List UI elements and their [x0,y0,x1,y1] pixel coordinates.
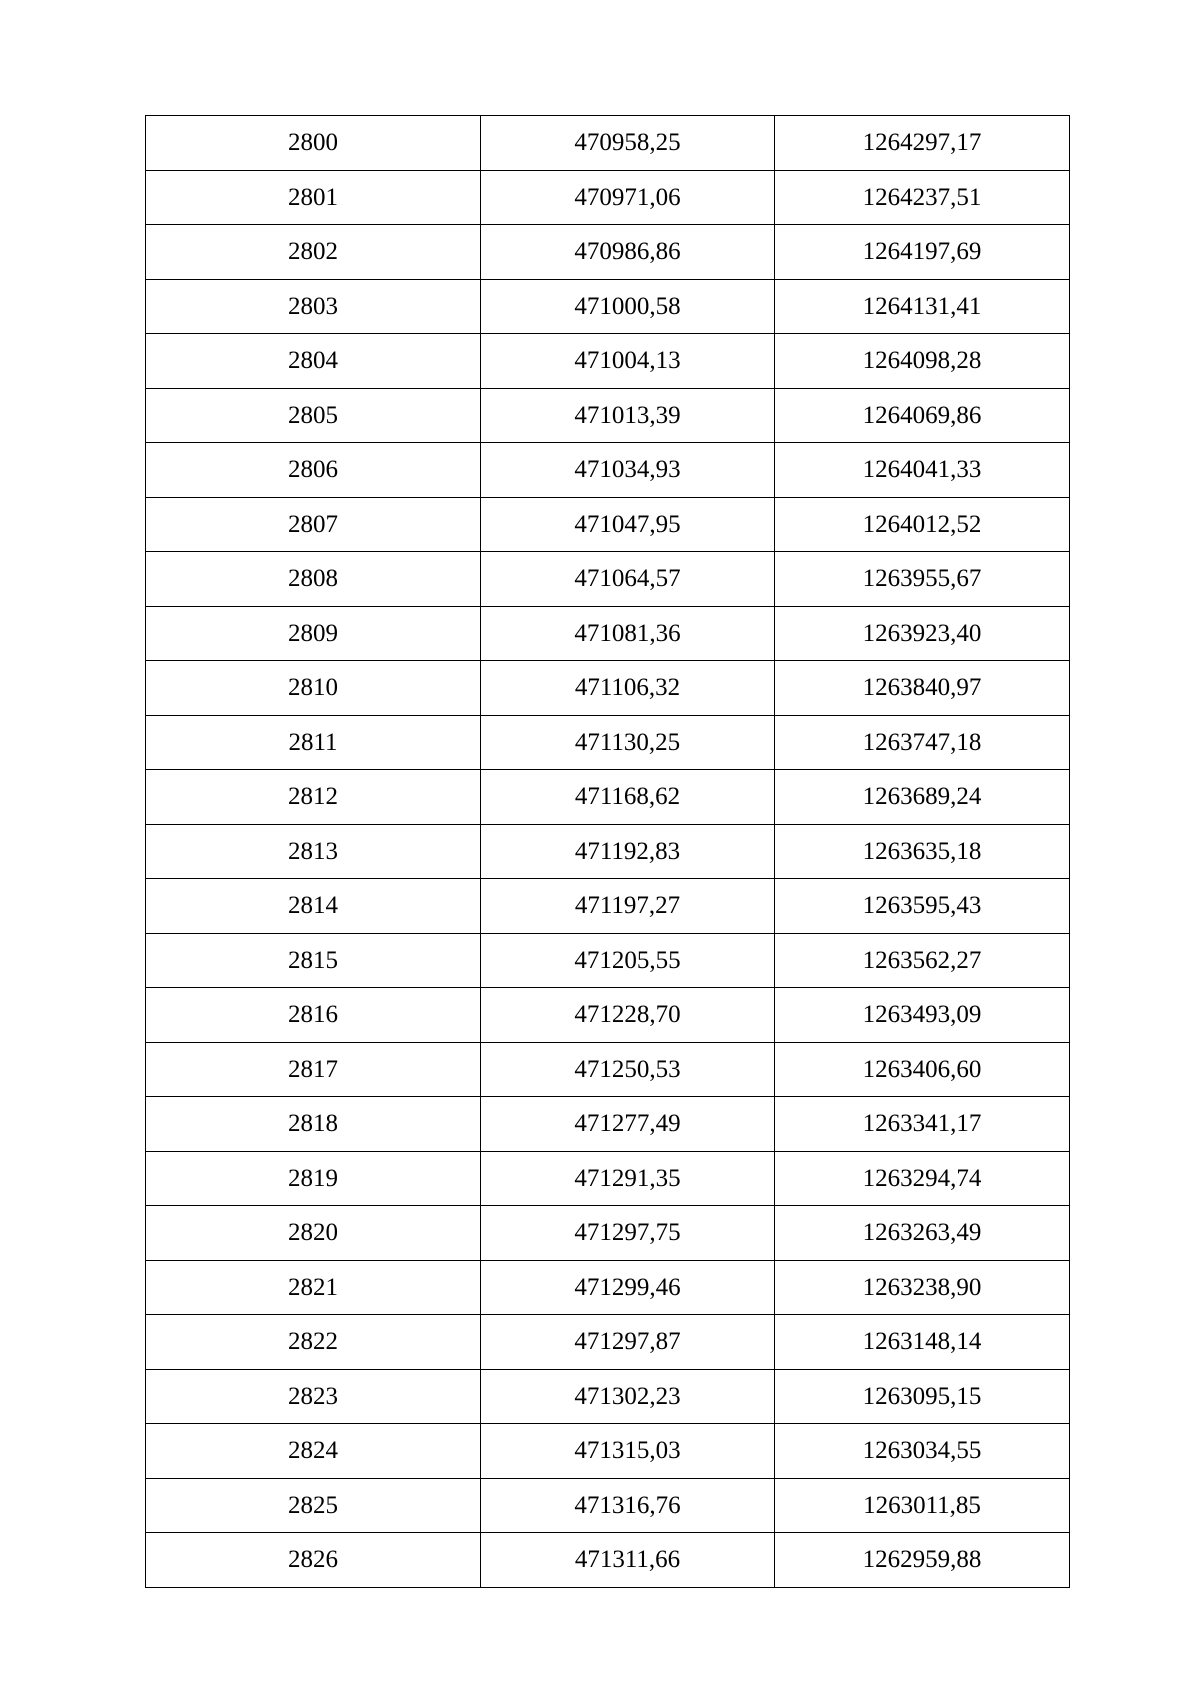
y-coordinate-cell: 1264069,86 [775,388,1070,443]
point-number-cell: 2818 [146,1097,481,1152]
x-coordinate-cell: 471277,49 [481,1097,775,1152]
x-coordinate-cell: 471034,93 [481,443,775,498]
table-row [146,225,1070,280]
y-coordinate-cell: 1263095,15 [775,1369,1070,1424]
table-row [146,661,1070,716]
point-number-cell: 2807 [146,497,481,552]
table-row [146,388,1070,443]
point-number-cell: 2823 [146,1369,481,1424]
x-coordinate-cell: 471299,46 [481,1260,775,1315]
point-number-cell: 2808 [146,552,481,607]
point-number-cell: 2809 [146,606,481,661]
x-coordinate-cell: 471064,57 [481,552,775,607]
y-coordinate-cell: 1264098,28 [775,334,1070,389]
y-coordinate-cell: 1263955,67 [775,552,1070,607]
y-coordinate-cell: 1263923,40 [775,606,1070,661]
table-row [146,1260,1070,1315]
point-number-cell: 2811 [146,715,481,770]
x-coordinate-cell: 471302,23 [481,1369,775,1424]
x-coordinate-cell: 471047,95 [481,497,775,552]
x-coordinate-cell: 471315,03 [481,1424,775,1479]
table-row [146,497,1070,552]
y-coordinate-cell: 1263034,55 [775,1424,1070,1479]
table-row [146,170,1070,225]
point-number-cell: 2816 [146,988,481,1043]
y-coordinate-cell: 1263840,97 [775,661,1070,716]
point-number-cell: 2805 [146,388,481,443]
coordinates-table [145,115,1070,1588]
table-row [146,1369,1070,1424]
table-row [146,606,1070,661]
point-number-cell: 2804 [146,334,481,389]
table-row [146,1042,1070,1097]
y-coordinate-cell: 1263011,85 [775,1478,1070,1533]
table-row [146,1151,1070,1206]
table-row [146,770,1070,825]
point-number-cell: 2803 [146,279,481,334]
y-coordinate-cell: 1264131,41 [775,279,1070,334]
y-coordinate-cell: 1263747,18 [775,715,1070,770]
table-row [146,1206,1070,1261]
y-coordinate-cell: 1263294,74 [775,1151,1070,1206]
y-coordinate-cell: 1264237,51 [775,170,1070,225]
table-row [146,552,1070,607]
point-number-cell: 2800 [146,116,481,171]
y-coordinate-cell: 1263562,27 [775,933,1070,988]
table-row [146,443,1070,498]
table-row [146,1533,1070,1588]
point-number-cell: 2820 [146,1206,481,1261]
y-coordinate-cell: 1263238,90 [775,1260,1070,1315]
x-coordinate-cell: 470971,06 [481,170,775,225]
x-coordinate-cell: 471297,75 [481,1206,775,1261]
point-number-cell: 2817 [146,1042,481,1097]
x-coordinate-cell: 471205,55 [481,933,775,988]
y-coordinate-cell: 1263148,14 [775,1315,1070,1370]
x-coordinate-cell: 471311,66 [481,1533,775,1588]
table-row [146,1424,1070,1479]
point-number-cell: 2819 [146,1151,481,1206]
table-row [146,1097,1070,1152]
x-coordinate-cell: 471004,13 [481,334,775,389]
point-number-cell: 2815 [146,933,481,988]
x-coordinate-cell: 471250,53 [481,1042,775,1097]
table-row [146,824,1070,879]
table-row [146,988,1070,1043]
point-number-cell: 2826 [146,1533,481,1588]
y-coordinate-cell: 1263689,24 [775,770,1070,825]
y-coordinate-cell: 1263595,43 [775,879,1070,934]
table-row [146,1315,1070,1370]
y-coordinate-cell: 1263263,49 [775,1206,1070,1261]
table-row [146,279,1070,334]
point-number-cell: 2813 [146,824,481,879]
y-coordinate-cell: 1263635,18 [775,824,1070,879]
x-coordinate-cell: 471013,39 [481,388,775,443]
y-coordinate-cell: 1264041,33 [775,443,1070,498]
point-number-cell: 2801 [146,170,481,225]
table-row [146,879,1070,934]
point-number-cell: 2825 [146,1478,481,1533]
point-number-cell: 2821 [146,1260,481,1315]
point-number-cell: 2806 [146,443,481,498]
x-coordinate-cell: 471228,70 [481,988,775,1043]
y-coordinate-cell: 1263341,17 [775,1097,1070,1152]
x-coordinate-cell: 471291,35 [481,1151,775,1206]
x-coordinate-cell: 471197,27 [481,879,775,934]
x-coordinate-cell: 471316,76 [481,1478,775,1533]
point-number-cell: 2824 [146,1424,481,1479]
y-coordinate-cell: 1264197,69 [775,225,1070,280]
table-row [146,715,1070,770]
x-coordinate-cell: 470958,25 [481,116,775,171]
x-coordinate-cell: 471106,32 [481,661,775,716]
y-coordinate-cell: 1263406,60 [775,1042,1070,1097]
x-coordinate-cell: 470986,86 [481,225,775,280]
y-coordinate-cell: 1262959,88 [775,1533,1070,1588]
x-coordinate-cell: 471000,58 [481,279,775,334]
table-row [146,116,1070,171]
point-number-cell: 2810 [146,661,481,716]
point-number-cell: 2814 [146,879,481,934]
y-coordinate-cell: 1264297,17 [775,116,1070,171]
table-row [146,1478,1070,1533]
table-row [146,334,1070,389]
table-row [146,933,1070,988]
x-coordinate-cell: 471081,36 [481,606,775,661]
x-coordinate-cell: 471168,62 [481,770,775,825]
x-coordinate-cell: 471130,25 [481,715,775,770]
y-coordinate-cell: 1263493,09 [775,988,1070,1043]
point-number-cell: 2822 [146,1315,481,1370]
coordinates-table-body [146,116,1070,1588]
point-number-cell: 2812 [146,770,481,825]
point-number-cell: 2802 [146,225,481,280]
x-coordinate-cell: 471297,87 [481,1315,775,1370]
y-coordinate-cell: 1264012,52 [775,497,1070,552]
x-coordinate-cell: 471192,83 [481,824,775,879]
